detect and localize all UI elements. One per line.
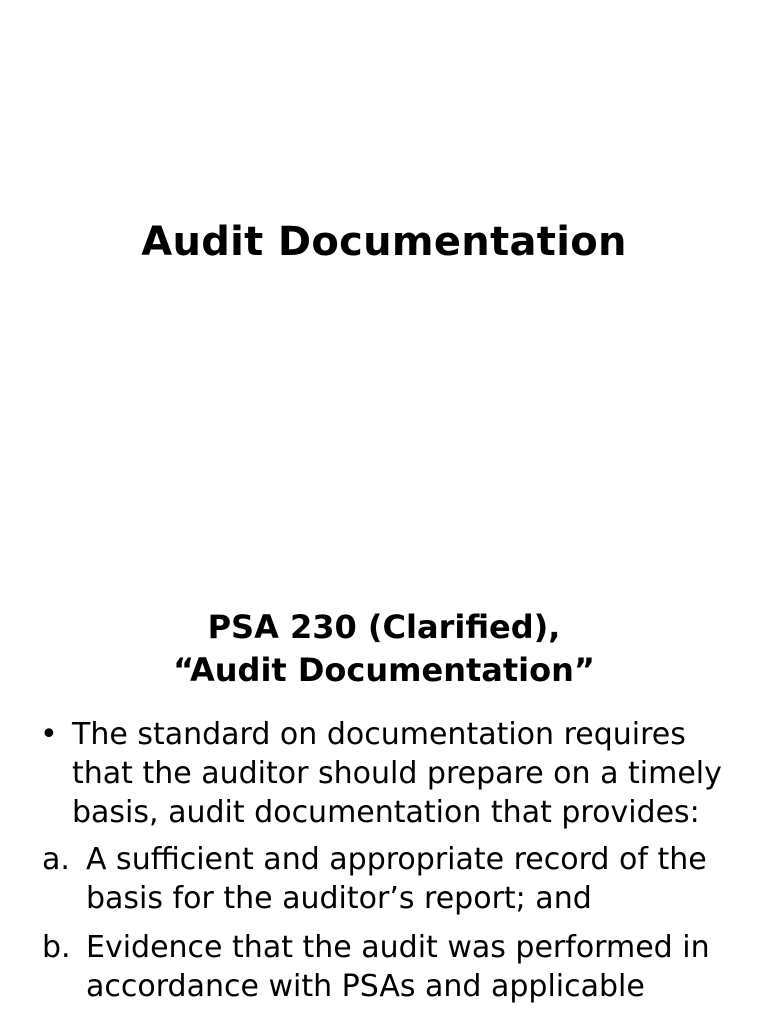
slide-title — [0, 606, 768, 692]
slide-title-line-1: PSA 230 (Clarified), — [207, 608, 561, 646]
list-item-a — [0, 840, 768, 918]
bullet-marker: • — [40, 717, 58, 752]
list-item-text: Evidence that the audit was performed in accordance with PSAs and applicable — [86, 930, 710, 1004]
list-item-text: A sufficient and appropriate record of the basis for the auditor’s report; and — [86, 842, 707, 916]
slide-title: Audit Documentation — [141, 219, 627, 265]
slide-body — [0, 715, 768, 1016]
slide-title-line-2: “Audit Documentation” — [173, 651, 595, 689]
slide-psa-230 — [0, 520, 768, 1024]
bullet-text: The standard on documentation requires that the auditor should prepare on a timely basis, audit documentation that provides: — [72, 717, 722, 830]
list-marker: b. — [42, 930, 71, 965]
list-item-b — [0, 928, 768, 1006]
list-marker: a. — [42, 842, 70, 877]
bullet-item — [0, 715, 768, 832]
